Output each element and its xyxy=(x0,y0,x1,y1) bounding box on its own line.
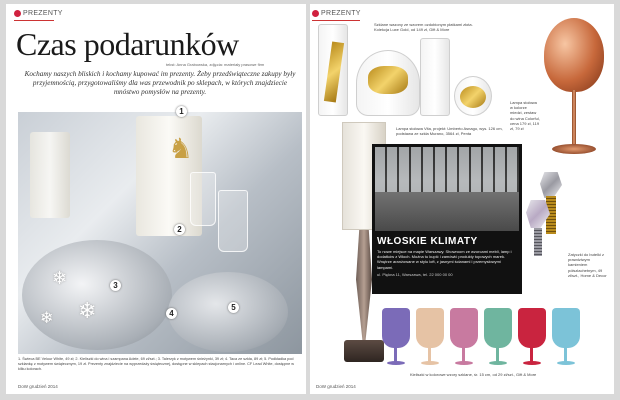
glass-stem xyxy=(564,348,567,362)
candle-small xyxy=(30,132,70,218)
marker-4: 4 xyxy=(166,308,177,319)
article-lead: Kochamy naszych bliskich i kochamy kupować im prezenty. Żeby przedświąteczne zakupy były przyjemnością, przygotowaliśmy dla was przewodnik po sklepach, w których znajdziecie mnóstwo pomysłów na prezenty. xyxy=(24,70,296,97)
feature-title: WŁOSKIE KLIMATY xyxy=(377,236,478,247)
feature-address: ul. Piękna 11, Warszawa, tel. 22 000 00 00 xyxy=(377,271,453,277)
glass-stem xyxy=(428,348,431,362)
gold-vases-photo xyxy=(316,22,494,122)
glass-stem xyxy=(394,348,397,362)
page-footer-right: DoW grudzień 2014 xyxy=(316,384,356,389)
copper-foot xyxy=(552,144,596,154)
section-tag-left xyxy=(14,10,63,17)
stopper-crystal xyxy=(526,200,550,228)
glass-red xyxy=(518,308,546,348)
gold-leaf-accent xyxy=(368,66,408,94)
christmas-table-photo xyxy=(18,107,302,354)
section-label: PREZENTY xyxy=(23,10,63,17)
wine-glass-left xyxy=(190,172,216,226)
section-tag-right xyxy=(312,10,361,17)
stopper-crystal xyxy=(540,172,562,198)
photo-caption: 1. Świeca BE Velour White, 49 zł; 2. Kieliszki do wina i szampana Adele, 69 zł/szt.; 3. Talerzyk z motywem śnieżynki, 39 zł; 4. Taca ze szkła, 89 zł; 5. Podkładka pod szklankę z motywem świątecznym, 19 zł. Prezenty znajdziecie na wyprzedaży świątecznej, dostępne w sklepach stacjonarnych i online. CF Lead White, dostępne w kilku kolorach. xyxy=(18,357,295,372)
glasses-caption: Kieliszki w kolorowe wzory szklane, śr. 15 cm, od 29 zł/szt., Gift & More xyxy=(410,372,537,377)
article-credit: tekst: Anna Grabowska, zdjęcia: materiały prasowe firm xyxy=(166,62,265,67)
section-label: PREZENTY xyxy=(321,10,361,17)
glass-tray xyxy=(168,272,288,352)
silver-tray xyxy=(22,240,172,350)
left-page xyxy=(6,4,306,394)
showroom-interior-photo xyxy=(372,144,522,234)
glass-green xyxy=(484,308,512,348)
bottle-stopper-amethyst xyxy=(526,200,552,260)
glass-amber xyxy=(416,308,444,348)
copper-glass-photo xyxy=(538,18,610,168)
snowflake-cookie-icon: ❄ xyxy=(52,268,68,288)
window-grid xyxy=(375,147,519,192)
wine-glass-right xyxy=(218,190,248,252)
snowflake-cookie-icon: ❄ xyxy=(40,310,54,327)
marker-5: 5 xyxy=(228,302,239,313)
copper-bowl xyxy=(544,18,604,92)
gold-leaf-accent xyxy=(460,86,486,108)
section-rule xyxy=(14,20,54,21)
glass-foot xyxy=(455,361,473,365)
glass-foot xyxy=(489,361,507,365)
vase-medium xyxy=(420,38,450,116)
stopper-caption: Zatyczki do butelki z prawdziwym kamieniem półszlachetnym, 49 zł/szt., Home & Decor xyxy=(568,252,607,278)
deer-ornament-icon: ♞ xyxy=(168,134,194,165)
marker-2: 2 xyxy=(174,224,185,235)
section-bullet-icon xyxy=(14,10,21,17)
copper-caption: Lampa stołowa w kolorze miedzi, zestaw do wina Colorful, cena 179 zł, 119 zł, 79 zł xyxy=(510,100,540,132)
glass-foot xyxy=(387,361,405,365)
copper-stem xyxy=(572,90,576,146)
glass-stem xyxy=(462,348,465,362)
glass-stem xyxy=(530,348,533,362)
page-footer-left: DoW grudzień 2014 xyxy=(18,384,58,389)
lamp-base xyxy=(344,340,384,362)
section-bullet-icon xyxy=(312,10,319,17)
glass-pink xyxy=(450,308,478,348)
glass-foot xyxy=(557,361,575,365)
glass-blue xyxy=(552,308,580,348)
right-page xyxy=(310,4,614,394)
lamp-body xyxy=(356,230,372,340)
marker-3: 3 xyxy=(110,280,121,291)
lamp-caption: Lampa stołowa Vita, projekt: Umberto Asnago, wys. 126 cm, podstawa ze szkła Murano, 3564 zł, Penta xyxy=(396,126,503,137)
vases-caption: Szklane wazony ze wzorem ozdobionym płatkami złota. Kolekcja Luxe Gold, od 149 zł, Gift & More xyxy=(374,22,473,33)
glass-foot xyxy=(421,361,439,365)
feature-body: To nowe miejsce na mapie Warszawy. Showroom ze wzorcami mebli, lamp i dodatków z Włoch. Można tu kupić i zamówić produkty topowych marek. Wnętrze aranżowane w stylu loft, z jasnymi ścianami i przemysłowymi lampami. xyxy=(377,249,512,270)
feature-box xyxy=(372,232,522,294)
page-title: Czas podarunków xyxy=(16,26,239,62)
glass-foot xyxy=(523,361,541,365)
colored-glasses-photo xyxy=(380,304,590,374)
stopper-screw xyxy=(534,228,542,256)
snowflake-cookie-icon: ❄ xyxy=(78,298,97,323)
section-rule xyxy=(312,20,360,21)
glass-violet xyxy=(382,308,410,348)
marker-1: 1 xyxy=(176,106,187,117)
glass-stem xyxy=(496,348,499,362)
